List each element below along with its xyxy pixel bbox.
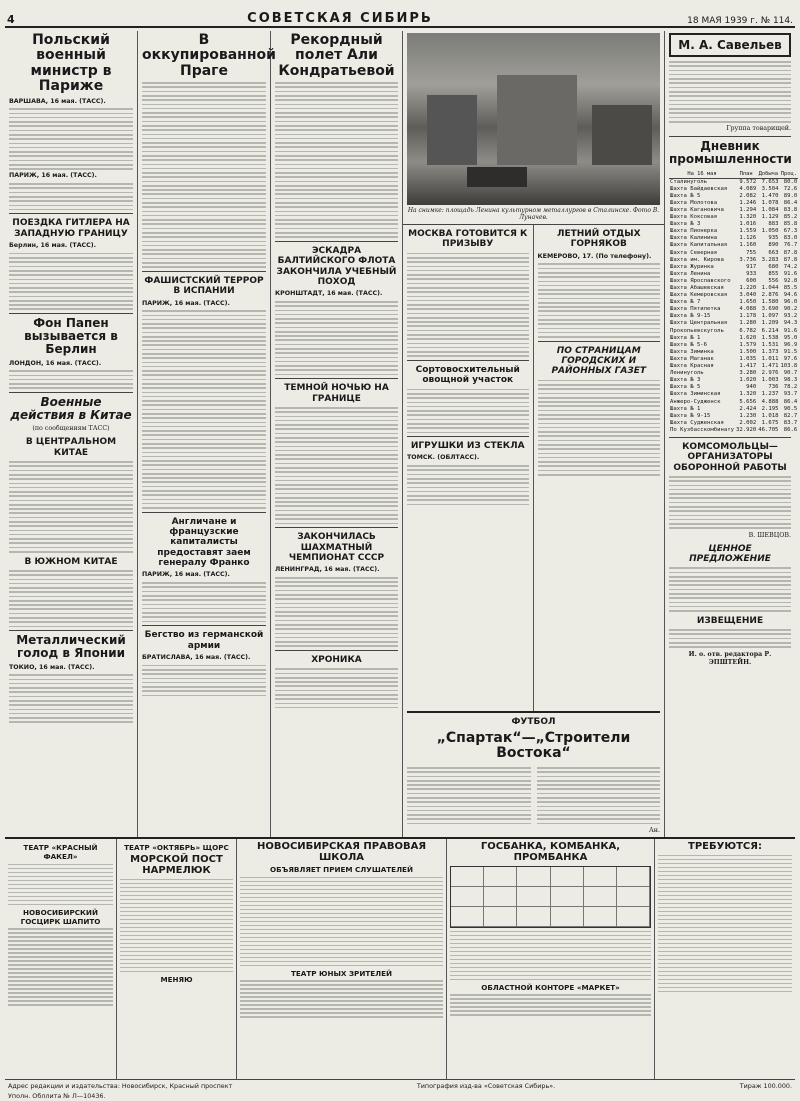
row-value: 3.504 — [761, 185, 779, 192]
subhead-central-china: В ЦЕНТРАЛЬНОМ КИТАЕ — [25, 437, 117, 458]
article-text — [669, 476, 791, 529]
row-value: 89.0 — [783, 192, 798, 199]
row-value: 4.888 — [761, 398, 779, 405]
row-value: 91.6 — [783, 327, 798, 334]
row-value: 1.230 — [739, 412, 757, 419]
row-label: Шахта Пионерка — [670, 228, 718, 235]
table-row — [669, 257, 798, 264]
row-value: 80.0 — [783, 178, 798, 185]
row-value: 1.044 — [761, 285, 779, 291]
row-value: 83.0 — [783, 235, 798, 242]
row-label: Шахта Красная — [670, 363, 714, 370]
row-value: 1.531 — [761, 341, 779, 348]
dateline: ТОМСК. (ОБЛТАСС). — [407, 454, 480, 462]
newspaper-page — [5, 4, 798, 1100]
headline-chess: ЗАКОНЧИЛАСЬ ШАХМАТНЫЙ ЧЕМПИОНАТ СССР — [288, 532, 385, 563]
table-row — [669, 427, 798, 434]
row-value: 1.620 — [739, 334, 757, 341]
headline-japan-metal: Металлический голод в Японии — [16, 633, 126, 661]
table-row — [669, 242, 798, 249]
row-value: 9.572 — [739, 178, 757, 185]
headline-dark-night: ТЕМНОЙ НОЧЬЮ НА ГРАНИЦЕ — [284, 383, 389, 404]
row-value: 1.003 — [761, 377, 779, 384]
article-text — [407, 465, 529, 505]
headline-notice: ИЗВЕЩЕНИЕ — [696, 615, 764, 626]
row-value: 917 — [746, 263, 757, 270]
row-label: Шахта № 5 — [670, 384, 701, 391]
middle-section — [403, 31, 665, 837]
row-value: 93.2 — [783, 313, 798, 320]
row-label: Шахта Капитальная — [670, 242, 728, 249]
row-value: 97.6 — [783, 355, 798, 362]
bank-balance-table — [450, 866, 651, 928]
footer-censor: Уполн. Обллита № Л—10436. — [8, 1092, 106, 1100]
row-label: Шахта № 5-6 — [670, 341, 708, 348]
dateline: КЕМЕРОВО, 17. (По телефону). — [537, 252, 652, 260]
row-value: 1.471 — [761, 363, 779, 370]
headline-record-flight: Рекордный полет Али Кондратьевой — [278, 32, 395, 79]
row-label: Шахта Молотова — [670, 199, 718, 206]
football-article — [407, 711, 660, 837]
row-value: 87.8 — [783, 249, 798, 256]
table-row — [669, 328, 798, 335]
dateline: Берлин, 16 мая. (ТАСС). — [9, 242, 97, 250]
table-row — [669, 228, 798, 235]
table-row — [669, 292, 798, 299]
row-value: 76.7 — [783, 242, 798, 249]
article-signature: В. ШЕВЦОВ. — [748, 531, 791, 539]
table-row — [669, 178, 798, 186]
row-value: 1.538 — [761, 334, 779, 341]
row-value: 74.2 — [783, 263, 798, 270]
obituary-signature: Группа товарищей. — [726, 125, 791, 133]
row-value: 72.6 — [783, 185, 798, 192]
article-text — [9, 183, 133, 210]
headline-industry-diary: Дневник промышленности — [669, 139, 792, 167]
middle-columns — [403, 224, 664, 711]
table-row — [669, 384, 798, 391]
row-value: 1.417 — [739, 363, 757, 370]
row-value: 93.7 — [783, 391, 798, 398]
column-6 — [665, 31, 798, 837]
row-label: Прокопьевскуголь — [670, 327, 724, 334]
row-value: 680 — [768, 263, 779, 270]
section-football: ФУТБОЛ — [511, 717, 556, 728]
row-value: 1.579 — [739, 341, 757, 348]
row-value: 1.160 — [739, 242, 757, 249]
headline-von-papen: Фон Папен вызывается в Берлин — [24, 316, 118, 357]
row-label: Шахта Журинка — [670, 263, 714, 270]
headline-komsomol: КОМСОМОЛЬЦЫ—ОРГАНИЗАТОРЫ ОБОРОННОЙ РАБОТЫ — [673, 441, 787, 473]
row-value: 556 — [768, 277, 779, 284]
row-value: 1.126 — [739, 235, 757, 242]
article-text — [275, 668, 398, 708]
ad-law-school: НОВОСИБИРСКАЯ ПРАВОВАЯ ШКОЛА ОБЪЯВЛЯЕТ ПРИЕМ СЛУШАТЕЛЕЙ ТЕАТР ЮНЫХ ЗРИТЕЛЕЙ — [237, 839, 447, 1079]
row-value: 855 — [768, 270, 779, 277]
headline-german-army: Бегство из германской армии — [144, 630, 264, 651]
headline-chronicle: ХРОНИКА — [311, 655, 362, 666]
row-value: 1.650 — [739, 299, 757, 306]
table-row — [669, 399, 798, 406]
row-value: 3.690 — [761, 306, 779, 313]
row-value: 1.500 — [739, 348, 757, 355]
row-value: 90.5 — [783, 405, 798, 412]
row-value: 883 — [768, 221, 779, 228]
row-value: 1.320 — [739, 391, 757, 398]
row-value: 78.2 — [783, 384, 798, 391]
headline-spain-terror: ФАШИСТСКИЙ ТЕРРОР В ИСПАНИИ — [144, 275, 264, 297]
dateline: ЛОНДОН, 16 мая. (ТАСС). — [9, 359, 102, 367]
table-row — [669, 235, 798, 242]
row-label: Шахта Байдаевская — [670, 185, 728, 192]
ad-wanted: ТРЕБУЮТСЯ: — [655, 839, 795, 1079]
headline-franco-loan: Англичане и французские капиталисты предоставят заем генералу Франко — [157, 516, 251, 569]
row-value: 755 — [746, 249, 757, 256]
row-value: 1.320 — [739, 214, 757, 221]
row-value: 7.653 — [761, 178, 779, 185]
row-label: Шахта № 9-15 — [670, 313, 711, 320]
subhead-south-china: В ЮЖНОМ КИТАЕ — [24, 556, 118, 567]
row-label: Шахта Абашевская — [670, 285, 724, 291]
row-value: 2.002 — [739, 419, 757, 426]
article-text — [538, 380, 661, 476]
table-row — [669, 377, 798, 384]
row-value: 103.8 — [780, 363, 798, 370]
row-label: Шахта Калинина — [670, 235, 718, 242]
dateline: ПАРИЖ, 16 мая. (ТАСС). — [9, 172, 97, 180]
table-row — [669, 335, 798, 342]
row-value: 1.559 — [739, 228, 757, 235]
row-value: 86.6 — [783, 426, 798, 433]
row-label: Ленинуголь — [670, 370, 704, 377]
row-value: 663 — [768, 249, 779, 256]
production-table — [669, 170, 798, 434]
article-text — [9, 461, 133, 553]
row-value: 3.736 — [739, 256, 757, 263]
newspaper-title: СОВЕТСКАЯ СИБИРЬ — [247, 11, 433, 26]
footer-circulation: Тираж 100.000. — [739, 1082, 792, 1090]
row-value: 6.782 — [739, 327, 757, 334]
obituary-name: М. А. Савельев — [669, 33, 791, 57]
row-value: 1.294 — [739, 206, 757, 213]
table-row — [669, 356, 798, 363]
photo-caption: На снимке: площадь Ленина культурном металлургов в Сталинске. Фото В. Луначев. — [407, 207, 660, 221]
row-value: 96.9 — [783, 341, 798, 348]
article-text — [407, 389, 529, 433]
table-row — [669, 363, 798, 370]
advertisements — [5, 837, 795, 1079]
article-text — [669, 629, 791, 648]
table-row — [669, 200, 798, 207]
table-row — [669, 299, 798, 306]
row-value: 4.089 — [739, 185, 757, 192]
table-row — [669, 406, 798, 413]
row-value: 83.8 — [783, 206, 798, 213]
row-value: 1.373 — [761, 348, 779, 355]
row-value: 933 — [746, 270, 757, 277]
article-text — [537, 764, 661, 827]
row-value: 91.5 — [783, 348, 798, 355]
article-text — [9, 253, 133, 310]
article-text — [142, 310, 266, 509]
row-label: Сталинуголь — [670, 178, 708, 185]
row-label: Шахта Северная — [670, 249, 718, 256]
row-value: 4.088 — [739, 306, 757, 313]
row-value: 1.020 — [739, 377, 757, 384]
row-label: Шахта Ярославского — [670, 277, 731, 284]
row-value: 5.656 — [739, 398, 757, 405]
row-value: 82.7 — [783, 412, 798, 419]
headline-vegetable-plot: Сортовосхительный овощной участок — [415, 365, 520, 386]
row-label: Шахта Кагановича — [670, 206, 724, 213]
article-text — [275, 577, 398, 647]
table-row — [669, 413, 798, 420]
row-label: Шахта Ленина — [670, 270, 711, 277]
headline-spartak-match: „Спартак“—„Строители Востока“ — [436, 729, 631, 761]
row-value: 67.3 — [783, 228, 798, 235]
headline-baltic-fleet: ЭСКАДРА БАЛТИЙСКОГО ФЛОТА ЗАКОНЧИЛА УЧЕБНЫЙ ПОХОД — [276, 245, 397, 287]
row-label: Шахта Коксовая — [670, 214, 718, 221]
footer-address: Адрес редакции и издательства: Новосибирск, Красный проспект — [8, 1082, 233, 1090]
row-value: 3.040 — [739, 292, 757, 299]
table-row — [669, 370, 798, 377]
row-value: 1.050 — [761, 228, 779, 235]
row-value: 6.214 — [761, 327, 779, 334]
row-value: 98.3 — [783, 377, 798, 384]
article-text — [669, 61, 791, 123]
article-text — [669, 567, 791, 611]
row-value: 1.280 — [739, 320, 757, 327]
page-footer — [5, 1079, 795, 1090]
row-value: 3.280 — [739, 370, 757, 377]
column-1 — [5, 31, 138, 837]
row-label: Шахта Пятилетка — [670, 306, 721, 313]
table-header: На 16 мая План Добыча Проц. — [669, 170, 798, 179]
headline-hitler-trip: ПОЕЗДКА ГИТЛЕРА НА ЗАПАДНУЮ ГРАНИЦУ — [12, 218, 130, 239]
table-row — [669, 313, 798, 320]
ad-market: ОБЛАСТНОЙ КОНТОРЕ «МАРКЕТ» — [481, 982, 620, 992]
row-value: 86.4 — [783, 199, 798, 206]
article-signature: Ан. — [649, 827, 660, 834]
row-value: 1.016 — [739, 221, 757, 228]
table-row — [669, 221, 798, 228]
row-value: 600 — [746, 277, 757, 284]
row-value: 85.2 — [783, 214, 798, 221]
table-row — [669, 320, 798, 327]
row-label: Шахта № 3 — [670, 377, 701, 384]
table-row — [669, 342, 798, 349]
row-value: 890 — [768, 242, 779, 249]
headline-moscow-draft: МОСКВА ГОТОВИТСЯ К ПРИЗЫВУ — [408, 229, 528, 250]
ad-theatre-circus: ТЕАТР «КРАСНЫЙ ФАКЕЛ» НОВОСИБИРСКИЙ ГОСЦИРК ШАПИТО — [5, 839, 117, 1079]
row-label: Шахта № 1 — [670, 334, 701, 341]
article-text — [275, 407, 398, 524]
news-photo — [407, 33, 660, 205]
row-value: 1.129 — [761, 214, 779, 221]
headline-china-war: Военные действия в Китае — [10, 395, 132, 423]
row-value: 2.195 — [761, 405, 779, 412]
ad-banks: ГОСБАНКА, КОМБАНКА, ПРОМБАНКА ОБЛАСТНОЙ КОНТОРЕ «МАРКЕТ» — [447, 839, 655, 1079]
article-text — [9, 674, 133, 723]
row-value: 1.675 — [761, 419, 779, 426]
row-value: 935 — [768, 235, 779, 242]
footer-censor-row — [5, 1090, 795, 1100]
row-value: 1.580 — [761, 299, 779, 306]
row-value: 94.6 — [783, 292, 798, 299]
row-label: Шахта Маганак — [670, 355, 714, 362]
row-value: 85.5 — [783, 285, 798, 291]
dateline: ТОКИО, 16 мая. (ТАСС). — [9, 663, 95, 671]
article-text — [407, 764, 531, 827]
column-5 — [534, 225, 665, 711]
row-value: 1.470 — [761, 192, 779, 199]
row-value: 1.097 — [761, 313, 779, 320]
table-row — [669, 250, 798, 257]
row-label: Шахта Зиминская — [670, 391, 721, 398]
row-label: По Кузбасскомбинату — [670, 426, 734, 433]
table-row — [669, 306, 798, 313]
row-label: Шахта Судженская — [670, 419, 724, 426]
row-label: Шахта № 7 — [670, 299, 701, 306]
ad-cinema: ТЕАТР «ОКТЯБРЬ» ЩОРС МОРСКОЙ ПОСТ НАРМЕЛЮК МЕНЯЮ — [117, 839, 237, 1079]
row-value: 1.178 — [739, 313, 757, 320]
article-text — [407, 253, 529, 357]
footer-printer: Типография изд-ва «Советская Сибирь». — [416, 1082, 556, 1090]
article-text — [142, 582, 266, 622]
row-value: 1.209 — [761, 320, 779, 327]
row-value: 94.3 — [783, 320, 798, 327]
row-value: 91.6 — [783, 270, 798, 277]
row-value: 2.976 — [761, 370, 779, 377]
row-value: 46.705 — [758, 426, 779, 433]
table-row — [669, 264, 798, 271]
row-value: 2.082 — [739, 192, 757, 199]
row-value: 3.283 — [761, 256, 779, 263]
table-row — [669, 193, 798, 200]
row-value: 1.237 — [761, 391, 779, 398]
row-label: Шахта Кемеровская — [670, 292, 728, 299]
headline-newspaper-review: ПО СТРАНИЦАМ ГОРОДСКИХ И РАЙОННЫХ ГАЗЕТ — [551, 345, 647, 377]
table-row — [669, 271, 798, 278]
headline-polish-minister: Польский военный министр в Париже — [30, 32, 112, 95]
row-value: 86.4 — [783, 398, 798, 405]
article-text — [275, 82, 398, 238]
table-row — [669, 214, 798, 221]
row-value: 1.035 — [739, 355, 757, 362]
row-value: 96.0 — [783, 299, 798, 306]
table-row — [669, 349, 798, 356]
row-value: 1.011 — [761, 355, 779, 362]
ad-circus: НОВОСИБИРСКИЙ ГОСЦИРК ШАПИТО — [20, 907, 101, 926]
headline-glass-toys: ИГРУШКИ ИЗ СТЕКЛА — [410, 441, 525, 452]
issue-date: 18 МАЯ 1939 г. № 114. — [687, 16, 793, 26]
row-value: 1.246 — [739, 199, 757, 206]
table-row — [669, 420, 798, 427]
row-value: 1.084 — [761, 206, 779, 213]
row-value: 2.876 — [761, 292, 779, 299]
row-label: Шахта Центральная — [670, 320, 728, 327]
dateline: КРОНШТАДТ, 16 мая. (ТАСС). — [275, 290, 383, 298]
table-row — [669, 391, 798, 398]
dateline: БРАТИСЛАВА, 16 мая. (ТАСС). — [142, 653, 251, 661]
page-number: 4 — [7, 13, 15, 26]
row-value: 1.078 — [761, 199, 779, 206]
row-value: 2.424 — [739, 405, 757, 412]
headline-prague: В оккупированной Праге — [142, 32, 276, 79]
dateline: ПАРИЖ, 16 мая. (ТАСС). — [142, 299, 230, 307]
row-label: Шахта № 3 — [670, 221, 701, 228]
masthead — [5, 4, 795, 28]
table-row — [669, 278, 798, 285]
column-4 — [403, 225, 534, 711]
row-label: Шахта № 1 — [670, 405, 701, 412]
row-value: 1.018 — [761, 412, 779, 419]
table-row — [669, 207, 798, 214]
editor-line: И. о. отв. редактора Р. ЭПШТЕЙН. — [688, 650, 772, 666]
headline-miners-rest: ЛЕТНИЙ ОТДЫХ ГОРНЯКОВ — [556, 229, 641, 250]
article-text — [9, 370, 133, 389]
row-value: 90.2 — [783, 306, 798, 313]
row-value: 90.7 — [783, 370, 798, 377]
row-value: 736 — [768, 384, 779, 391]
article-text — [275, 301, 398, 375]
row-value: 85.8 — [783, 221, 798, 228]
column-2 — [138, 31, 276, 837]
ad-youth-theatre: ТЕАТР ЮНЫХ ЗРИТЕЛЕЙ — [290, 968, 393, 978]
column-3 — [271, 31, 403, 837]
row-value: 1.220 — [739, 285, 757, 291]
row-label: Шахта № 9-15 — [670, 412, 711, 419]
row-label: Анжеро-Судженск — [670, 398, 721, 405]
table-row — [669, 285, 798, 292]
table-row — [669, 186, 798, 193]
row-value: 83.7 — [783, 419, 798, 426]
dateline: ЛЕНИНГРАД, 16 мая. (ТАСС). — [275, 566, 380, 574]
article-text — [142, 82, 266, 268]
source-note: (по сообщениям ТАСС) — [32, 425, 110, 433]
dateline: ВАРШАВА, 16 мая. (ТАСС). — [9, 97, 106, 105]
headline-valuable-proposal: ЦЕННОЕ ПРЕДЛОЖЕНИЕ — [689, 543, 771, 564]
row-label: Шахта № 5 — [670, 192, 701, 199]
row-value: 940 — [746, 384, 757, 391]
articles-area — [5, 31, 798, 837]
row-label: Шахта Зиминка — [670, 348, 714, 355]
dateline: ПАРИЖ, 16 мая. (ТАСС). — [142, 571, 230, 579]
row-label: Шахта им. Кирова — [670, 256, 724, 263]
ad-change: МЕНЯЮ — [160, 974, 193, 984]
row-value: 32.920 — [736, 426, 757, 433]
row-value: 95.0 — [783, 334, 798, 341]
article-text — [538, 263, 661, 337]
article-text — [142, 665, 266, 697]
article-text — [9, 570, 133, 627]
row-value: 87.8 — [783, 256, 798, 263]
row-value: 92.8 — [783, 277, 798, 284]
article-text — [9, 108, 133, 170]
